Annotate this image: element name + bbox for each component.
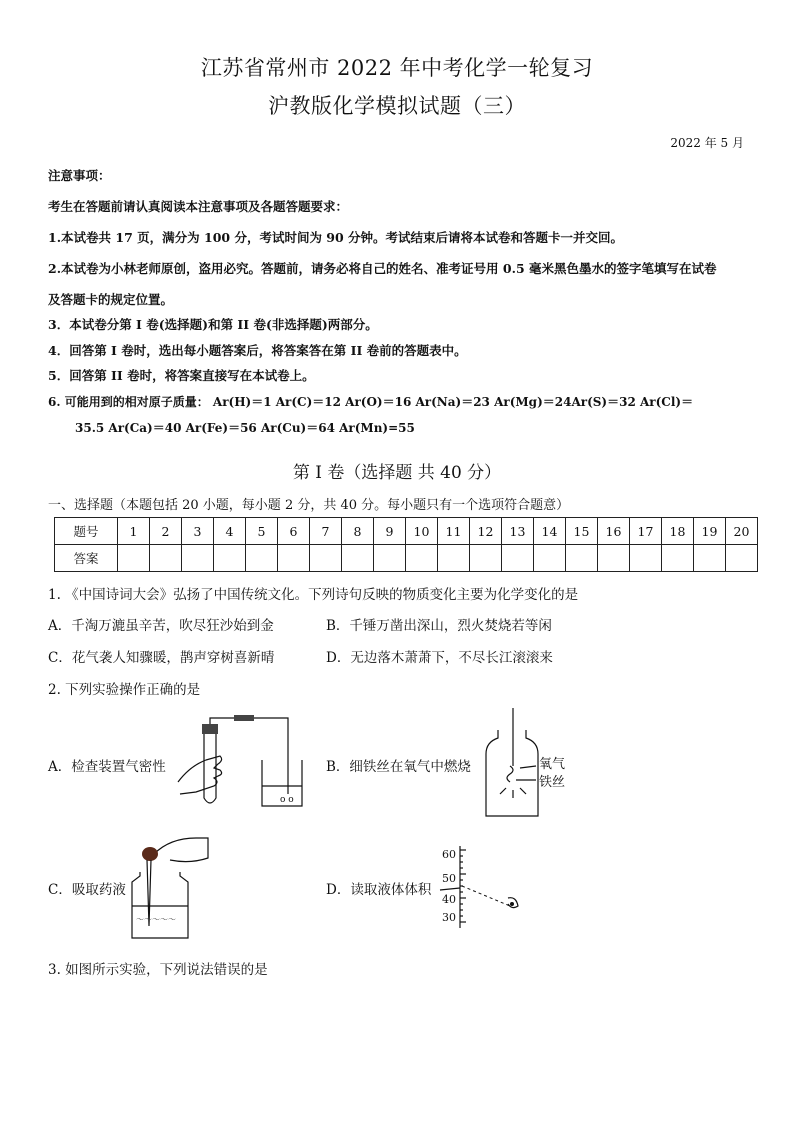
question-number-cell: 2 — [150, 518, 182, 545]
note-line: 考生在答题前请认真阅读本注意事项及各题答题要求： — [48, 199, 349, 214]
cylinder-tick-label: 30 — [442, 911, 456, 924]
svg-text:～～～～～: ～～～～～ — [136, 915, 176, 924]
answer-cell[interactable] — [214, 545, 246, 572]
answer-table-answer-row — [55, 545, 758, 572]
answer-table-header: 答案 — [55, 545, 118, 572]
q1-option-c: C．花气袭人知骤暖，鹊声穿树喜新晴 — [48, 650, 275, 666]
answer-cell[interactable] — [566, 545, 598, 572]
svg-text:o o: o o — [280, 795, 294, 805]
answer-cell[interactable] — [182, 545, 214, 572]
section-title: 第 I 卷（选择题 共 40 分） — [292, 463, 502, 483]
note-line: 2.本试卷为小林老师原创，盗用必究。答题前，请务必将自己的姓名、准考证号用 0.5 毫米黑色墨水的签字笔填写在试卷 — [48, 261, 717, 276]
answer-cell[interactable] — [662, 545, 694, 572]
answer-cell[interactable] — [118, 545, 150, 572]
answer-cell[interactable] — [470, 545, 502, 572]
q2-stem: 2. 下列实验操作正确的是 — [48, 682, 201, 698]
question-number-cell: 7 — [310, 518, 342, 545]
question-number-cell: 16 — [598, 518, 630, 545]
answer-cell[interactable] — [502, 545, 534, 572]
question-number-cell: 3 — [182, 518, 214, 545]
question-number-cell: 6 — [278, 518, 310, 545]
note-line: 1.本试卷共 17 页，满分为 100 分，考试时间为 90 分钟。考试结束后请将本试卷和答题卡一并交回。 — [48, 230, 624, 245]
question-number-cell: 14 — [534, 518, 566, 545]
cylinder-tick-label: 60 — [442, 848, 456, 861]
q2-option-d: D．读取液体体积 — [326, 882, 432, 898]
iron-combustion-figure — [480, 708, 540, 820]
note-line: 4．回答第 I 卷时，选出每小题答案后，将答案答在第 II 卷前的答题表中。 — [48, 343, 467, 358]
answer-table-number-row — [55, 518, 758, 545]
note-line: 及答题卡的规定位置。 — [48, 292, 174, 307]
iron-wire-label: 铁丝 — [539, 775, 566, 790]
question-number-cell: 9 — [374, 518, 406, 545]
q2-option-a: A．检查装置气密性 — [48, 759, 166, 775]
answer-cell[interactable] — [694, 545, 726, 572]
dropper-figure — [130, 830, 210, 942]
cylinder-tick-label: 50 — [442, 872, 456, 885]
question-number-cell: 12 — [470, 518, 502, 545]
q3-stem: 3. 如图所示实验，下列说法错误的是 — [48, 962, 268, 978]
q1-option-d: D．无边落木萧萧下，不尽长江滚滚来 — [326, 650, 553, 666]
cylinder-tick-label: 40 — [442, 893, 456, 906]
q2-option-c: C．吸取药液 — [48, 882, 126, 898]
note-line: 6. 可能用到的相对原子质量： Ar(H)＝1 Ar(C)＝12 Ar(O)＝16 Ar(Na)＝23 Ar(Mg)＝24Ar(S)＝32 Ar(Cl)＝ — [48, 395, 694, 409]
q1-option-a: A．千淘万漉虽辛苦，吹尽狂沙始到金 — [48, 618, 274, 634]
section-instruction: 一、选择题（本题包括 20 小题，每小题 2 分，共 40 分。每小题只有一个选项符合题意） — [48, 498, 570, 513]
note-line: 35.5 Ar(Ca)＝40 Ar(Fe)＝56 Ar(Cu)＝64 Ar(Mn)=55 — [75, 421, 415, 435]
question-number-cell: 10 — [406, 518, 438, 545]
question-number-cell: 11 — [438, 518, 470, 545]
exam-title-line2: 沪教版化学模拟试题（三） — [268, 94, 526, 118]
answer-cell[interactable] — [246, 545, 278, 572]
answer-cell[interactable] — [150, 545, 182, 572]
notes-heading: 注意事项： — [48, 168, 111, 183]
answer-table — [54, 517, 758, 572]
question-number-cell: 8 — [342, 518, 374, 545]
question-number-cell: 19 — [694, 518, 726, 545]
question-number-cell: 15 — [566, 518, 598, 545]
exam-title-line1: 江苏省常州市 2022 年中考化学一轮复习 — [200, 56, 594, 80]
answer-cell[interactable] — [310, 545, 342, 572]
question-number-cell: 4 — [214, 518, 246, 545]
note-line: 3．本试卷分第 I 卷(选择题)和第 II 卷(非选择题)两部分。 — [48, 317, 378, 332]
exam-date: 2022 年 5 月 — [670, 136, 744, 150]
question-number-cell: 1 — [118, 518, 150, 545]
answer-cell[interactable] — [630, 545, 662, 572]
airtightness-check-figure — [176, 712, 306, 812]
answer-cell[interactable] — [406, 545, 438, 572]
question-number-cell: 20 — [726, 518, 758, 545]
q1-option-b: B．千锤万凿出深山，烈火焚烧若等闲 — [326, 618, 552, 634]
answer-cell[interactable] — [534, 545, 566, 572]
q1-stem: 1. 《中国诗词大会》弘扬了中国传统文化。下列诗句反映的物质变化主要为化学变化的是 — [48, 587, 579, 603]
answer-cell[interactable] — [342, 545, 374, 572]
answer-table-header: 题号 — [55, 518, 118, 545]
note-line: 5．回答第 II 卷时，将答案直接写在本试卷上。 — [48, 368, 315, 383]
answer-cell[interactable] — [726, 545, 758, 572]
question-number-cell: 18 — [662, 518, 694, 545]
answer-cell[interactable] — [278, 545, 310, 572]
answer-cell[interactable] — [438, 545, 470, 572]
question-number-cell: 5 — [246, 518, 278, 545]
q2-option-b: B．细铁丝在氧气中燃烧 — [326, 759, 471, 775]
oxygen-label: 氧气 — [539, 757, 566, 772]
answer-cell[interactable] — [598, 545, 630, 572]
question-number-cell: 13 — [502, 518, 534, 545]
question-number-cell: 17 — [630, 518, 662, 545]
answer-cell[interactable] — [374, 545, 406, 572]
